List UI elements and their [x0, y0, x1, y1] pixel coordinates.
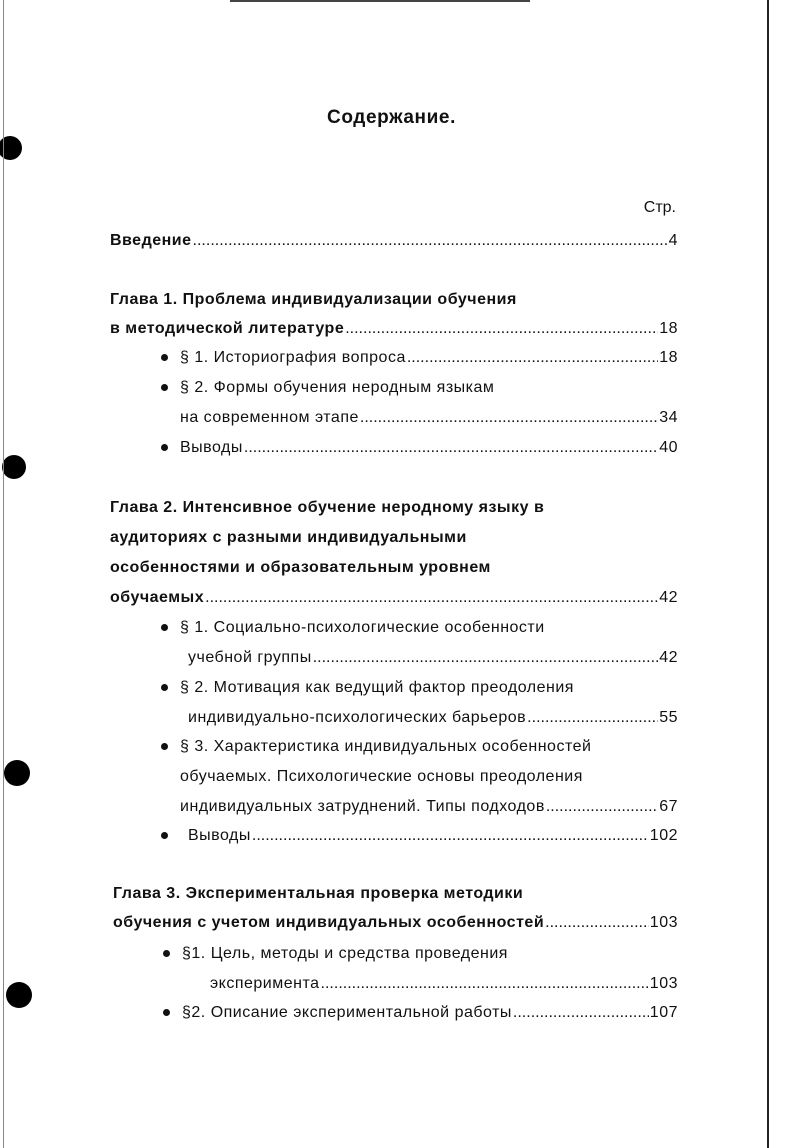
toc-chapter3-line1: Глава 3. Экспериментальная проверка методики [113, 885, 524, 902]
toc-ch3-sec1-page: 103 [649, 975, 678, 992]
bullet-icon [161, 624, 168, 631]
toc-chapter3-page: 103 [649, 914, 678, 931]
toc-ch1-conclusions-page: 40 [659, 439, 678, 456]
bullet-icon [161, 684, 168, 691]
toc-ch1-conclusions-label: Выводы [180, 439, 243, 456]
bullet-icon [161, 444, 168, 451]
toc-chapter2-page: 42 [659, 589, 678, 606]
toc-ch2-sec2-page: 55 [659, 709, 678, 726]
bullet-icon [163, 1009, 170, 1016]
toc-ch2-sec3-line1: § 3. Характеристика индивидуальных особенностей [180, 738, 592, 755]
toc-chapter1-line1: Глава 1. Проблема индивидуализации обучения [110, 291, 517, 308]
toc-ch3-sec2-label: §2. Описание экспериментальной работы [182, 1004, 512, 1021]
toc-chapter1-line2: в методической литературе [110, 320, 345, 337]
dot-leader [546, 795, 658, 819]
toc-ch2-conclusions-label: Выводы [188, 827, 251, 844]
toc-ch3-sec1-line2: эксперимента [210, 975, 320, 992]
dot-leader [513, 1001, 649, 1025]
dot-leader [321, 972, 649, 996]
toc-chapter3-line2: обучения с учетом индивидуальных особенностей [113, 914, 545, 931]
dot-leader [193, 229, 668, 253]
toc-ch3-sec2 [182, 1001, 678, 1025]
dot-leader [527, 706, 658, 730]
right-edge-line [767, 0, 769, 1148]
toc-ch1-sec2 [180, 406, 678, 430]
toc-ch2-sec3-line3: индивидуальных затруднений. Типы подходов [180, 798, 545, 815]
dot-leader [252, 824, 649, 848]
toc-ch2-sec3-page: 67 [659, 798, 678, 815]
toc-ch1-sec2-line2: на современном этапе [180, 409, 359, 426]
toc-ch2-sec1-line2: учебной группы [188, 649, 312, 666]
toc-ch1-sec1-label: § 1. Историография вопроса [180, 349, 406, 366]
dot-leader [545, 911, 649, 935]
binder-hole-2 [2, 455, 26, 479]
page-column-header: Стр. [643, 199, 676, 216]
toc-chapter2-line3: особенностями и образовательным уровнем [110, 559, 491, 576]
toc-ch2-sec3-line2: обучаемых. Психологические основы преодоления [180, 768, 583, 785]
toc-ch2-sec2-line2: индивидуально-психологических барьеров [188, 709, 527, 726]
left-edge-line [3, 0, 4, 1148]
dot-leader [205, 586, 658, 610]
toc-chapter2 [110, 586, 678, 610]
toc-ch1-sec2-line1: § 2. Формы обучения неродным языкам [180, 379, 495, 396]
toc-intro-page: 4 [668, 232, 678, 249]
toc-intro-label: Введение [110, 232, 192, 249]
binder-hole-4 [6, 982, 32, 1008]
toc-chapter3 [113, 911, 678, 935]
toc-ch2-conclusions-page: 102 [649, 827, 678, 844]
toc-ch3-sec1 [210, 972, 678, 996]
toc-ch3-sec2-page: 107 [649, 1004, 678, 1021]
toc-ch2-sec2-line1: § 2. Мотивация как ведущий фактор преодоления [180, 679, 574, 696]
page-title: Содержание. [327, 107, 456, 128]
toc-ch1-conclusions [180, 436, 678, 460]
toc-chapter2-line4: обучаемых [110, 589, 205, 606]
toc-ch3-sec1-line1: §1. Цель, методы и средства проведения [182, 945, 508, 962]
toc-intro [110, 229, 678, 253]
bullet-icon [161, 832, 168, 839]
top-edge-mark [230, 0, 530, 2]
toc-ch1-sec1 [180, 346, 678, 370]
toc-ch2-sec1-line1: § 1. Социально-психологические особенности [180, 619, 545, 636]
dot-leader [407, 346, 658, 370]
toc-ch2-sec1 [188, 646, 678, 670]
toc-chapter1-page: 18 [659, 320, 678, 337]
binder-hole-3 [4, 760, 30, 786]
bullet-icon [163, 950, 170, 957]
toc-ch1-sec2-page: 34 [659, 409, 678, 426]
bullet-icon [161, 384, 168, 391]
bullet-icon [161, 743, 168, 750]
dot-leader [360, 406, 658, 430]
bullet-icon [161, 354, 168, 361]
toc-ch2-sec1-page: 42 [659, 649, 678, 666]
toc-ch2-conclusions [188, 824, 678, 848]
dot-leader [345, 317, 658, 341]
toc-ch2-sec2 [188, 706, 678, 730]
toc-ch1-sec1-page: 18 [659, 349, 678, 366]
toc-chapter2-line2: аудиториях с разными индивидуальными [110, 529, 467, 546]
toc-ch2-sec3 [180, 795, 678, 819]
toc-chapter1 [110, 317, 678, 341]
dot-leader [313, 646, 658, 670]
dot-leader [244, 436, 658, 460]
toc-chapter2-line1: Глава 2. Интенсивное обучение неродному языку в [110, 499, 545, 516]
